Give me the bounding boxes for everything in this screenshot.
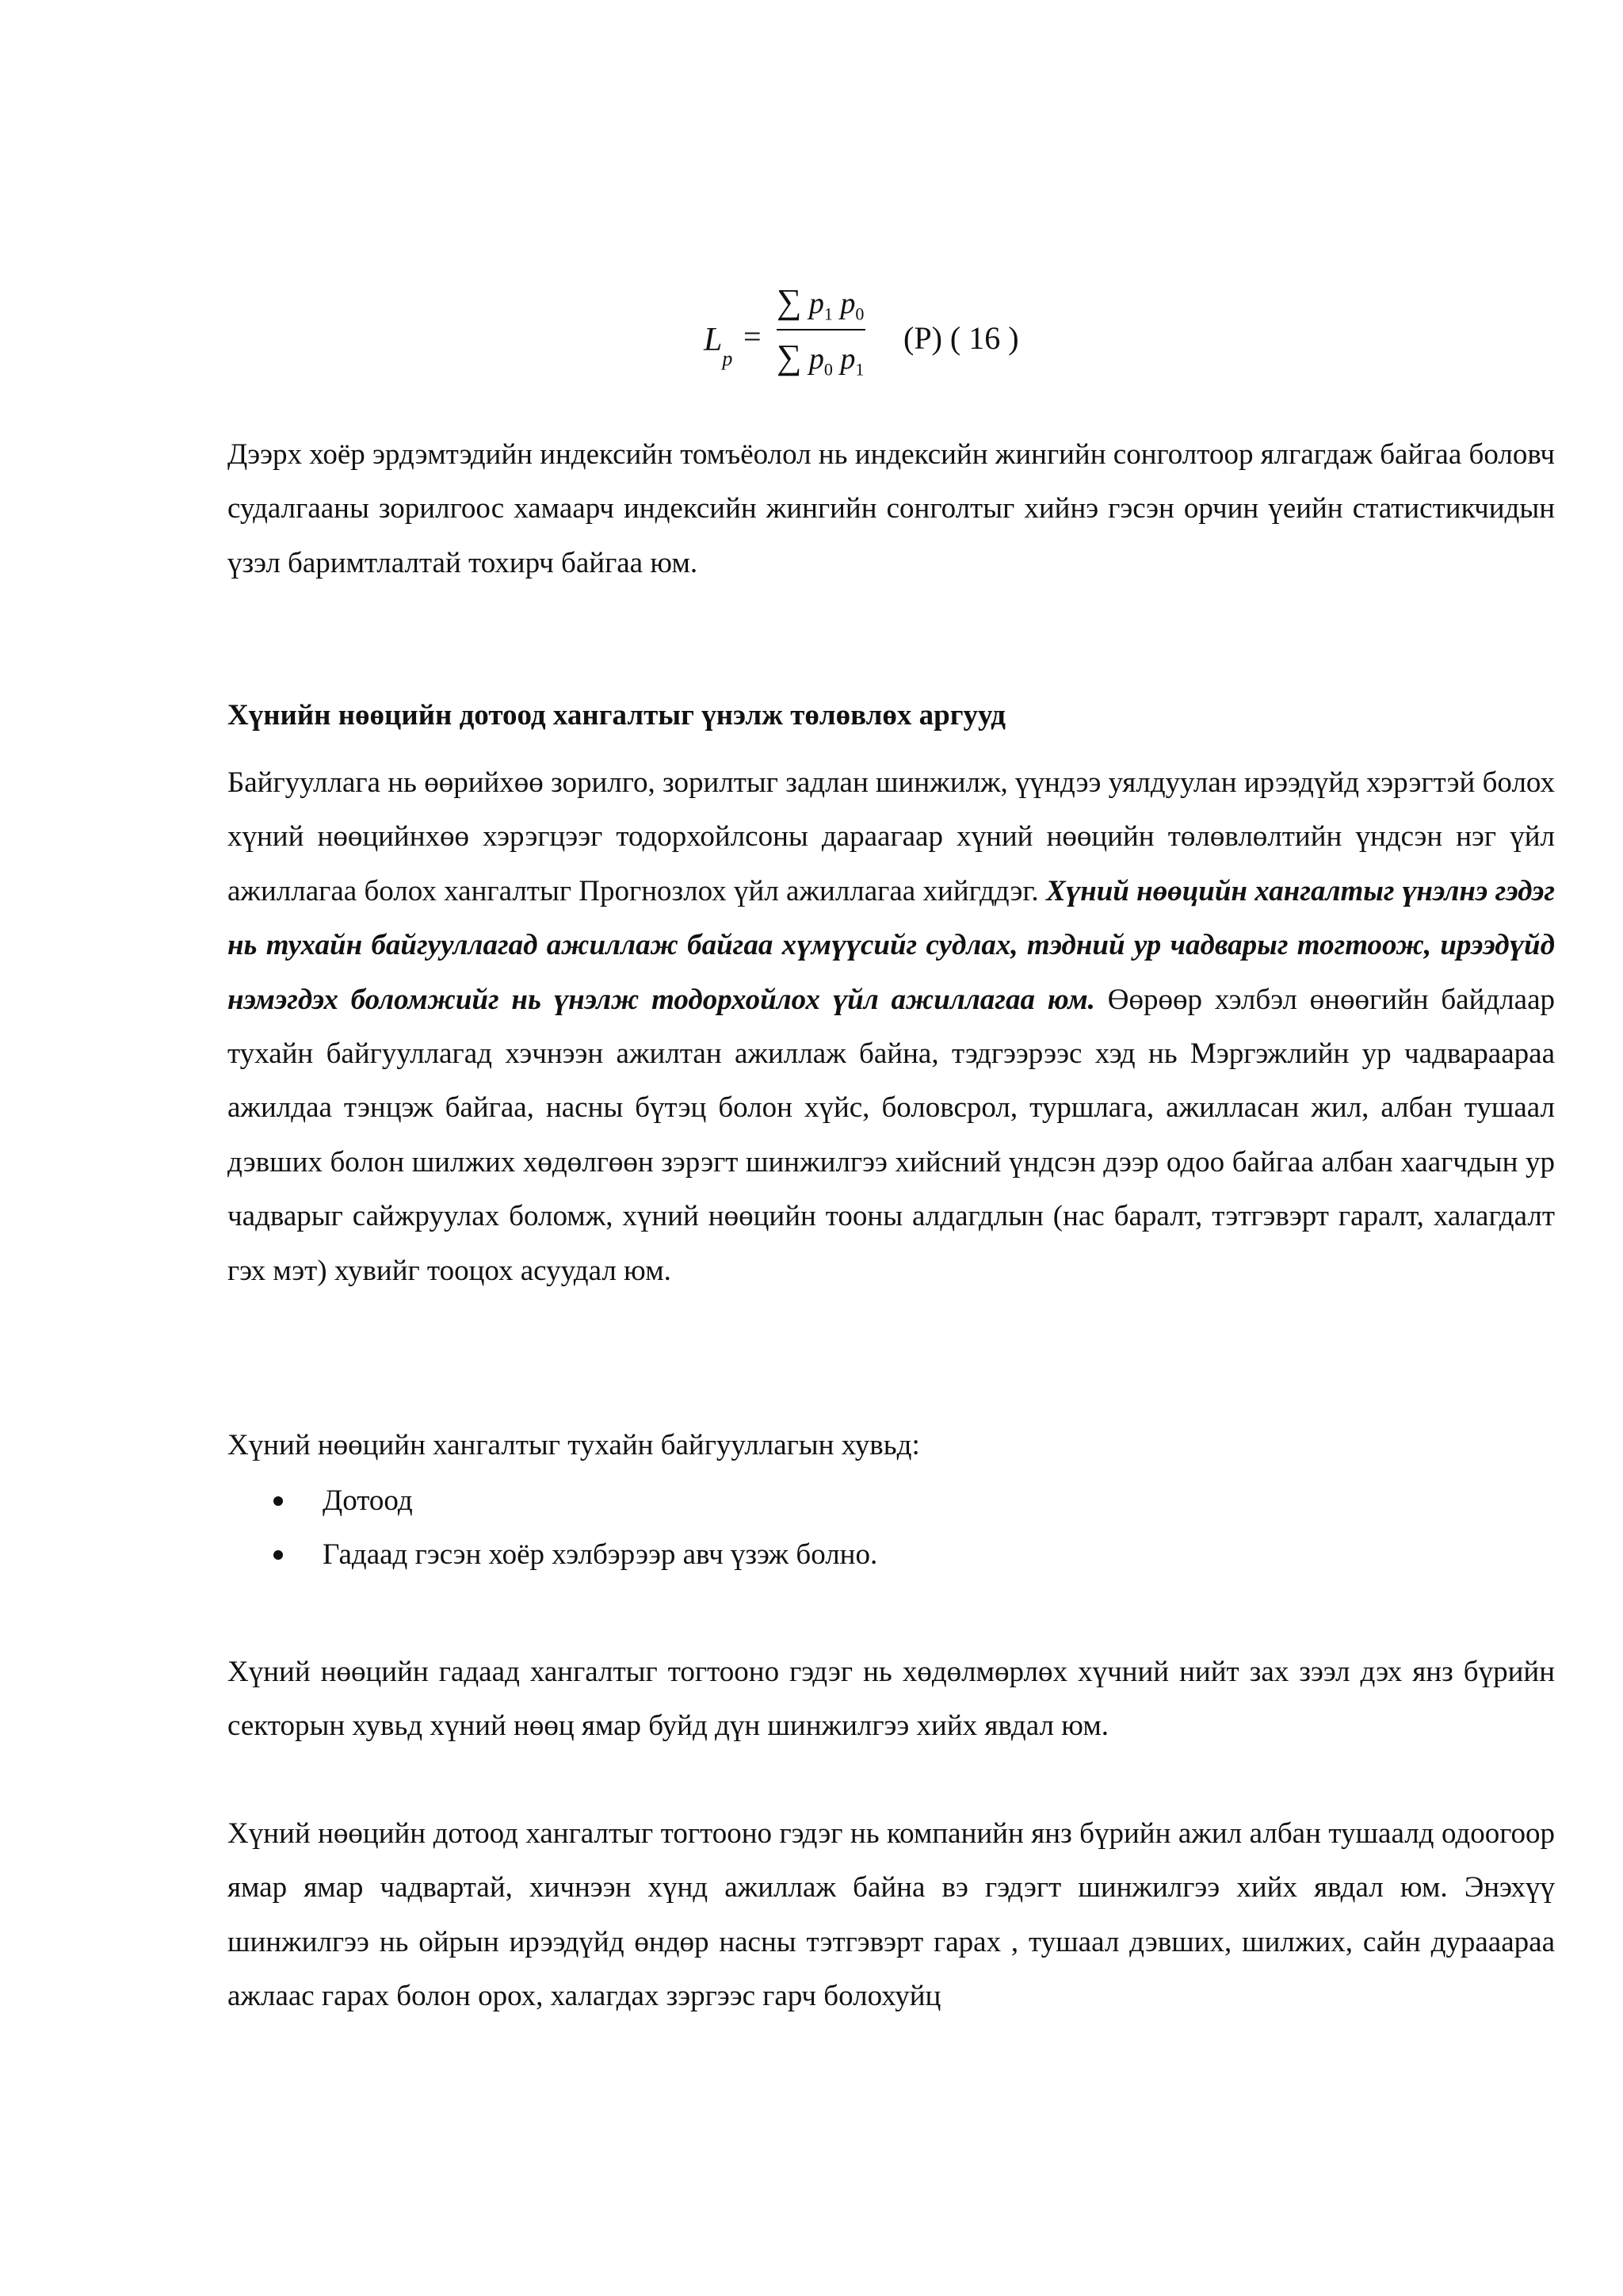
equation-number: (P) ( 16 ) — [903, 320, 1019, 356]
laspeyres-formula — [697, 281, 1062, 392]
definition-emphasis: Хүний нөөцийн хангалтыг үнэлнэ гэдэг нь тухайн байгууллагад ажиллаж байгаа хүмүүсийг судлах, тэдний ур чадварыг тогтоож, ирээдүйд нэмэгдэх боломжийг нь үнэлж тодорхойлох үйл ажиллагаа юм. — [227, 874, 1555, 1016]
fraction-bar — [777, 329, 865, 330]
paragraph-supply-assessment: Байгууллага нь өөрийхөө зорилго, зорилтыг задлан шинжилж, үүндээ уялдуулан ирээдүйд хэрэгтэй болох хүний нөөцийнхөө хэрэгцээг тодорхойлсоны дараагаар хүний нөөцийн төлөвлөлтийн үндсэн нэг үйл ажиллагаа болох хангалтыг Прогнозлох үйл ажиллагаа хийгддэг. Хүний нөөцийн хангалтыг үнэлнэ гэдэг нь тухайн байгууллагад ажиллаж байгаа хүмүүсийг судлах, тэдний ур чадварыг тогтоож, ирээдүйд нэмэгдэх боломжийг нь үнэлж тодорхойлох үйл ажиллагаа юм. Өөрөөр хэлбэл өнөөгийн байдлаар тухайн байгууллагад хэчнээн ажилтан ажиллаж байна, тэдгээрээс хэд нь Мэргэжлийн ур чадвараараа ажилдаа тэнцэж байгаа, насны бүтэц болон хүйс, боловсрол, туршлага, ажилласан жил, албан тушаал дэвших болон шилжих хөдөлгөөн зэрэгт шинжилгээ хийсний үндсэн дээр одоо байгаа албан хаагчдын ур чадварыг сайжруулах боломж, хүний нөөцийн тооны алдагдлын (нас баралт, тэтгэвэрт гаралт, халагдалт гэх мэт) хувийг тооцох асуудал юм. — [227, 766, 1556, 1287]
paragraph-internal-supply: Хүний нөөцийн дотоод хангалтыг тогтооно гэдэг нь компанийн янз бүрийн ажил албан тушаалд одоогоор ямар ямар чадвартай, хичнээн хүнд ажиллаж байна вэ гэдэгт шинжилгээ хийх явдал юм. Энэхүү шинжилгээ нь ойрын ирээдүйд өндөр насны тэтгэвэрт гарах , тушаал дэвших, шилжих, сайн дурааараа ажлаас гарах болон орох, халагдах зэргээс гарч болохуйц — [227, 1817, 1555, 2013]
paragraph-external-supply: Хүний нөөцийн гадаад хангалтыг тогтооно гэдэг нь хөдөлмөрлөх хүчний нийт зах зээл дэх янз бүрийн секторын хувьд хүний нөөц ямар буйд дүн шинжилгээ хийх явдал юм. — [227, 1656, 1555, 1743]
formula-lhs: $L_p$ — [704, 322, 733, 371]
bullet-icon — [273, 1496, 283, 1506]
paragraph-index-weights: Дээрх хоёр эрдэмтэдийн индексийн томъёолол нь индексийн жингийн сонголтоор ялгагдаж байгаа боловч судалгааны зорилгоос хамаарч индексийн жингийн сонголтыг хийнэ гэсэн орчин үеийн статистикчидын үзэл баримтлалтай тохирч байгаа юм. — [227, 438, 1555, 579]
paragraph-supply-types-intro: Хүний нөөцийн хангалтыг тухайн байгууллагын хувьд: — [227, 1429, 920, 1461]
list-item: Дотоод — [227, 1474, 1555, 1528]
section-heading: Хүнийн нөөцийн дотоод хангалтыг үнэлж төлөвлөх аргууд — [227, 699, 1006, 732]
list-item: Гадаад гэсэн хоёр хэлбэрээр авч үзэж болно. — [227, 1528, 1555, 1582]
formula-denominator: ∑ $p_0$ $p_1$ — [777, 338, 865, 380]
supply-types-list — [227, 1474, 1555, 1582]
bullet-icon — [273, 1550, 283, 1560]
formula-numerator: ∑ $p_1$ $p_0$ — [777, 282, 865, 324]
formula-equals: = — [743, 319, 762, 354]
